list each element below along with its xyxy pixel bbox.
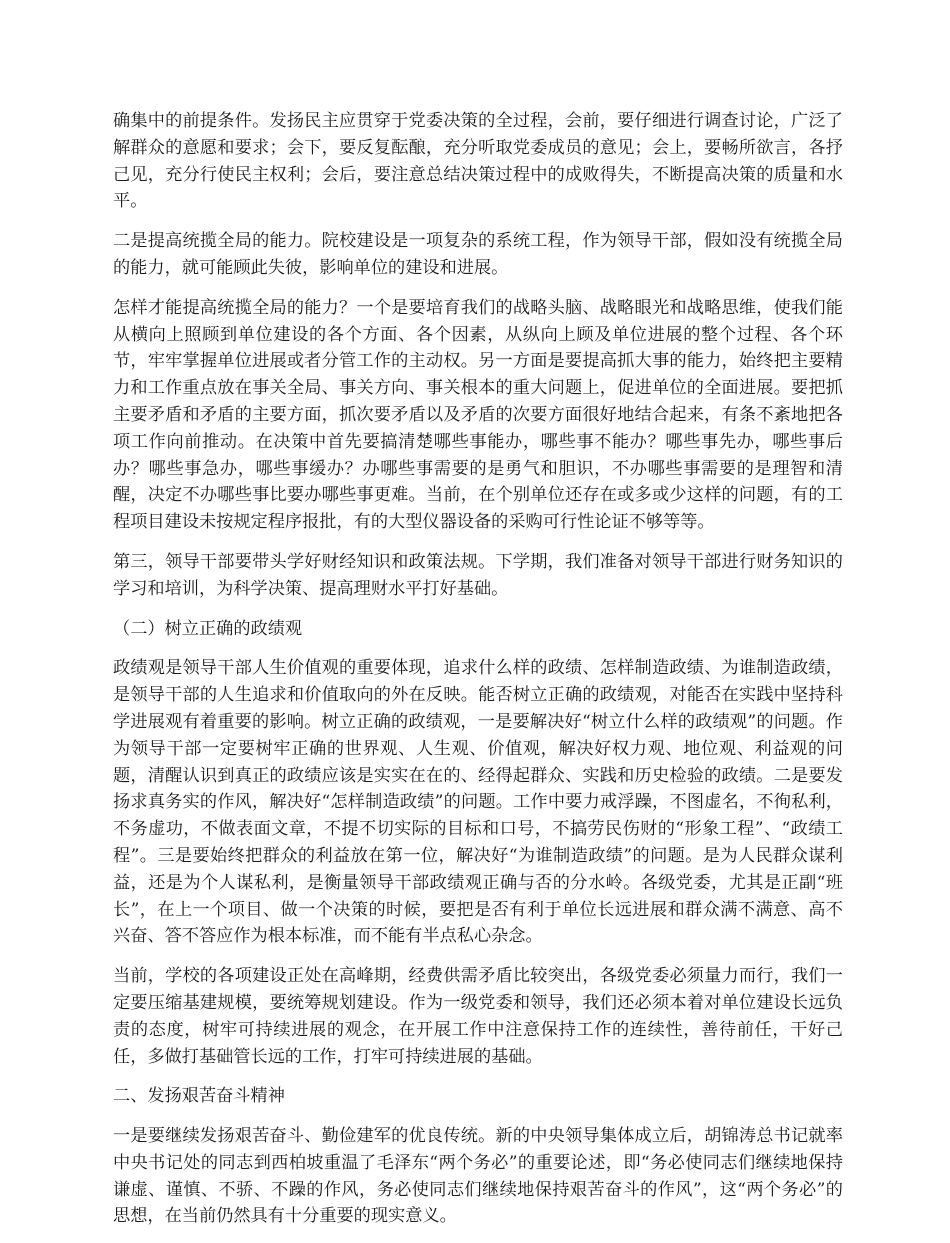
paragraph-achievement-view: 政绩观是领导干部人生价值观的重要体现，追求什么样的政绩、怎样制造政绩、为谁制造政绩，是领导干部的人生追求和价值取向的外在反映。能否树立正确的政绩观，对能否在实践中坚持科学进展观有着重要的影响。树立正确的政绩观，一是要解决好“树立什么样的政绩观”的问题。作为领导干部一定要树牢正确的世界观、人生观、价值观，解决好权力观、地位观、利益观的问题，清醒认识到真正的政绩应该是实实在在的、经得起群众、实践和历史检验的政绩。二是要发扬求真务实的作风，解决好“怎样制造政绩”的问题。工作中要力戒浮躁，不图虚名，不徇私利，不务虚功，不做表面文章，不提不切实际的目标和口号，不搞劳民伤财的“形象工程”、“政绩工程”。三是要始终把群众的利益放在第一位，解决好“为谁制造政绩”的问题。是为人民群众谋利益，还是为个人谋私利，是衡量领导干部政绩观正确与否的分水岭。各级党委，尤其是正副“班长”，在上一个项目、做一个决策的时候，要把是否有利于单位长远进展和群众满不满意、高不兴奋、答不答应作为根本标准，而不能有半点私心杂念。 <box>113 658 843 947</box>
document-body <box>113 108 843 1243</box>
paragraph-current-construction: 当前，学校的各项建设正处在高峰期，经费供需矛盾比较突出，各级党委必须量力而行，我们一定要压缩基建规模，要统筹规划建设。作为一级党委和领导，我们还必须本着对单位建设长远负责的态度，树牢可持续进展的观念，在开展工作中注意保持工作的连续性，善待前任，干好己任，多做打基础管长远的工作，打牢可持续进展的基础。 <box>113 966 843 1067</box>
paragraph-how-to-improve: 怎样才能提高统揽全局的能力？一个是要培育我们的战略头脑、战略眼光和战略思维，使我们能从横向上照顾到单位建设的各个方面、各个因素，从纵向上顾及单位进展的整个过程、各个环节，牢牢掌握单位进展或者分管工作的主动权。另一方面是要提高抓大事的能力，始终把主要精力和工作重点放在事关全局、事关方向、事关根本的重大问题上，促进单位的全面进展。要把抓主要矛盾和矛盾的主要方面，抓次要矛盾以及矛盾的次要方面很好地结合起来，有条不紊地把各项工作向前推动。在决策中首先要搞清楚哪些事能办，哪些事不能办？哪些事先办，哪些事后办？哪些事急办，哪些事缓办？办哪些事需要的是勇气和胆识，不办哪些事需要的是理智和清醒，决定不办哪些事比要办哪些事更难。当前，在个别单位还存在或多或少这样的问题，有的工程项目建设未按规定程序报批，有的大型仪器设备的采购可行性论证不够等等。 <box>113 297 843 533</box>
paragraph-decision-democracy: 确集中的前提条件。发扬民主应贯穿于党委决策的全过程，会前，要仔细进行调查讨论，广泛了解群众的意愿和要求；会下，要反复酝酿，充分听取党委成员的意见；会上，要畅所欲言，各抒己见，充分行使民主权利；会后，要注意总结决策过程中的成败得失，不断提高决策的质量和水平。 <box>113 111 843 212</box>
section-heading-achievement-view: （二）树立正确的政绩观 <box>113 618 303 639</box>
section-heading-hard-work: 二、发扬艰苦奋斗精神 <box>113 1086 285 1107</box>
paragraph-finance-knowledge: 第三，领导干部要带头学好财经知识和政策法规。下学期，我们准备对领导干部进行财务知识的学习和培训，为科学决策、提高理财水平打好基础。 <box>113 551 843 599</box>
paragraph-hard-work-tradition: 一是要继续发扬艰苦奋斗、勤俭建军的优良传统。新的中央领导集体成立后，胡锦涛总书记就率中央书记处的同志到西柏坡重温了毛泽东“两个务必”的重要论述，即“务必使同志们继续地保持谦虚、谨慎、不骄、不躁的作风，务必使同志们继续地保持艰苦奋斗的作风”，这“两个务必”的思想，在当前仍然具有十分重要的现实意义。 <box>113 1126 843 1227</box>
paragraph-overall-ability: 二是提高统揽全局的能力。院校建设是一项复杂的系统工程，作为领导干部，假如没有统揽全局的能力，就可能顾此失彼，影响单位的建设和进展。 <box>113 231 843 278</box>
